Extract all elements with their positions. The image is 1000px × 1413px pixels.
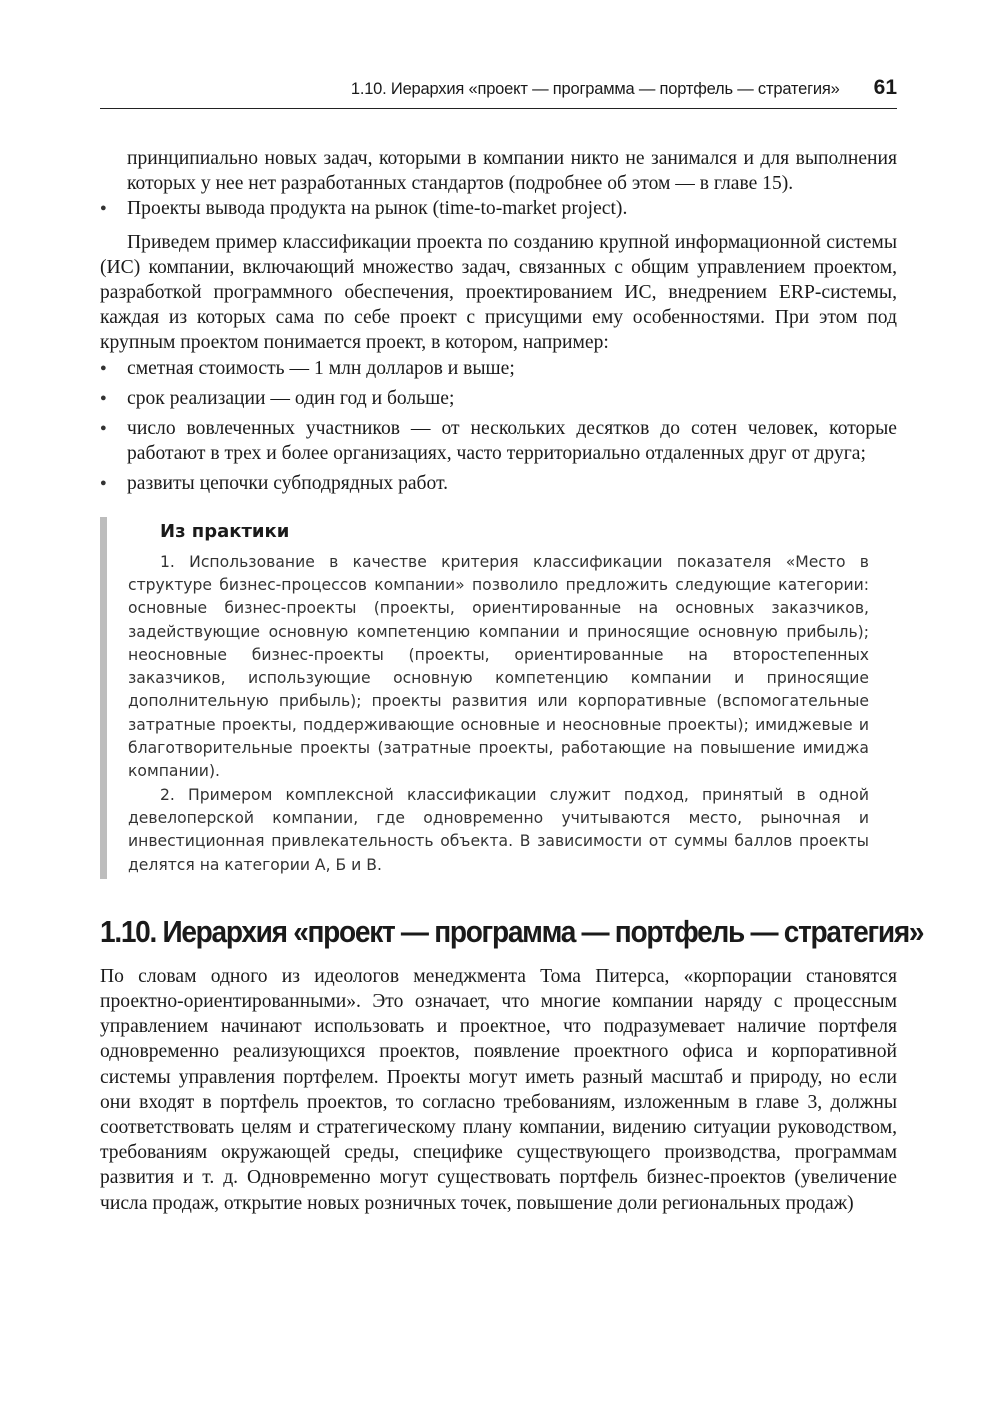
list-item: ● срок реализации — один год и больше;	[100, 386, 897, 411]
large-project-criteria-list	[100, 356, 897, 497]
page-number: 61	[873, 76, 897, 99]
sidebar-paragraph: 2. Примером комплексной классификации служит подход, принятый в одной девелоперской компании, где одновременно учитываются место, рыночная и инвестиционная привлекательность объекта. В зависимости от суммы баллов проекты делятся на категории А, Б и В.	[128, 785, 869, 874]
running-title: 1.10. Иерархия «проект — программа — портфель — стратегия»	[350, 80, 840, 98]
sidebar-paragraph: 1. Использование в качестве критерия классификации показателя «Место в структуре бизнес-процессов компании» позволило предложить следующие категории: основные бизнес-проекты (проекты, ориентированные на основных заказчиков, задействующие основную компетенцию компании и приносящие основную прибыль); неосновные бизнес-проекты (проекты, ориентированные на второстепенных заказчиков, использующие основную компетенцию компании и приносящие дополнительную прибыль); проекты развития или корпоративные (вспомогательные затратные проекты, поддерживающие основные и неосновные проекты); имиджевые и благотворительные проекты (затратные проекты, работающие на повышение имиджа компании).	[128, 552, 869, 781]
project-types-list	[100, 196, 897, 221]
list-item: ● развиты цепочки субподрядных работ.	[100, 471, 897, 496]
running-header	[100, 74, 897, 109]
practice-sidebar	[100, 517, 897, 879]
section-title: 1.10. Иерархия «проект — программа — портфель — стратегия»	[100, 914, 924, 949]
continued-paragraph: принципиально новых задач, которыми в компании никто не занимался и для выполнения которых у нее нет разработанных стандартов (подробнее об этом — в главе 15).	[127, 148, 897, 195]
example-paragraph: Приведем пример классификации проекта по созданию крупной информационной системы (ИС) компании, включающий множество задач, связанных с общим управлением проектом, разработкой программного обеспечения, проектированием ИС, внедрением ERP-системы, каждая из которых сама по себе проект с присущими ему особенностями. При этом под крупным проектом понимается проект, в котором, например:	[100, 231, 897, 354]
page-content	[100, 146, 924, 1216]
list-item: ● Проекты вывода продукта на рынок (time-to-market project).	[100, 196, 897, 221]
list-item: ● сметная стоимость — 1 млн долларов и выше;	[100, 356, 897, 381]
section-body-paragraph: По словам одного из идеологов менеджмента Тома Питерса, «корпорации становятся проектно-ориентированными». Это означает, что многие компании наряду с процессным управлением начинают использовать и проектное, что подразумевает наличие портфеля одновременно реализующихся проектов, появление проектного офиса и корпоративной системы управления портфелем. Проекты могут иметь разный масштаб и природу, но если они входят в портфель проектов, то согласно требованиям, изложенным в главе 3, должны соответствовать целям и стратегическому плану компании, видению ситуации руководством, требованиям окружающей среды, специфике существующего производства, программам развития и т. д. Одновременно могут существовать портфель бизнес-проектов (увеличение числа продаж, открытие новых розничных точек, повышение доли региональных продаж)	[100, 965, 897, 1214]
sidebar-heading: Из практики	[160, 520, 290, 542]
list-item: ● число вовлеченных участников — от нескольких десятков до сотен человек, которые работают в трех и более организациях, часто территориально отдаленных друг от друга;	[100, 416, 897, 466]
